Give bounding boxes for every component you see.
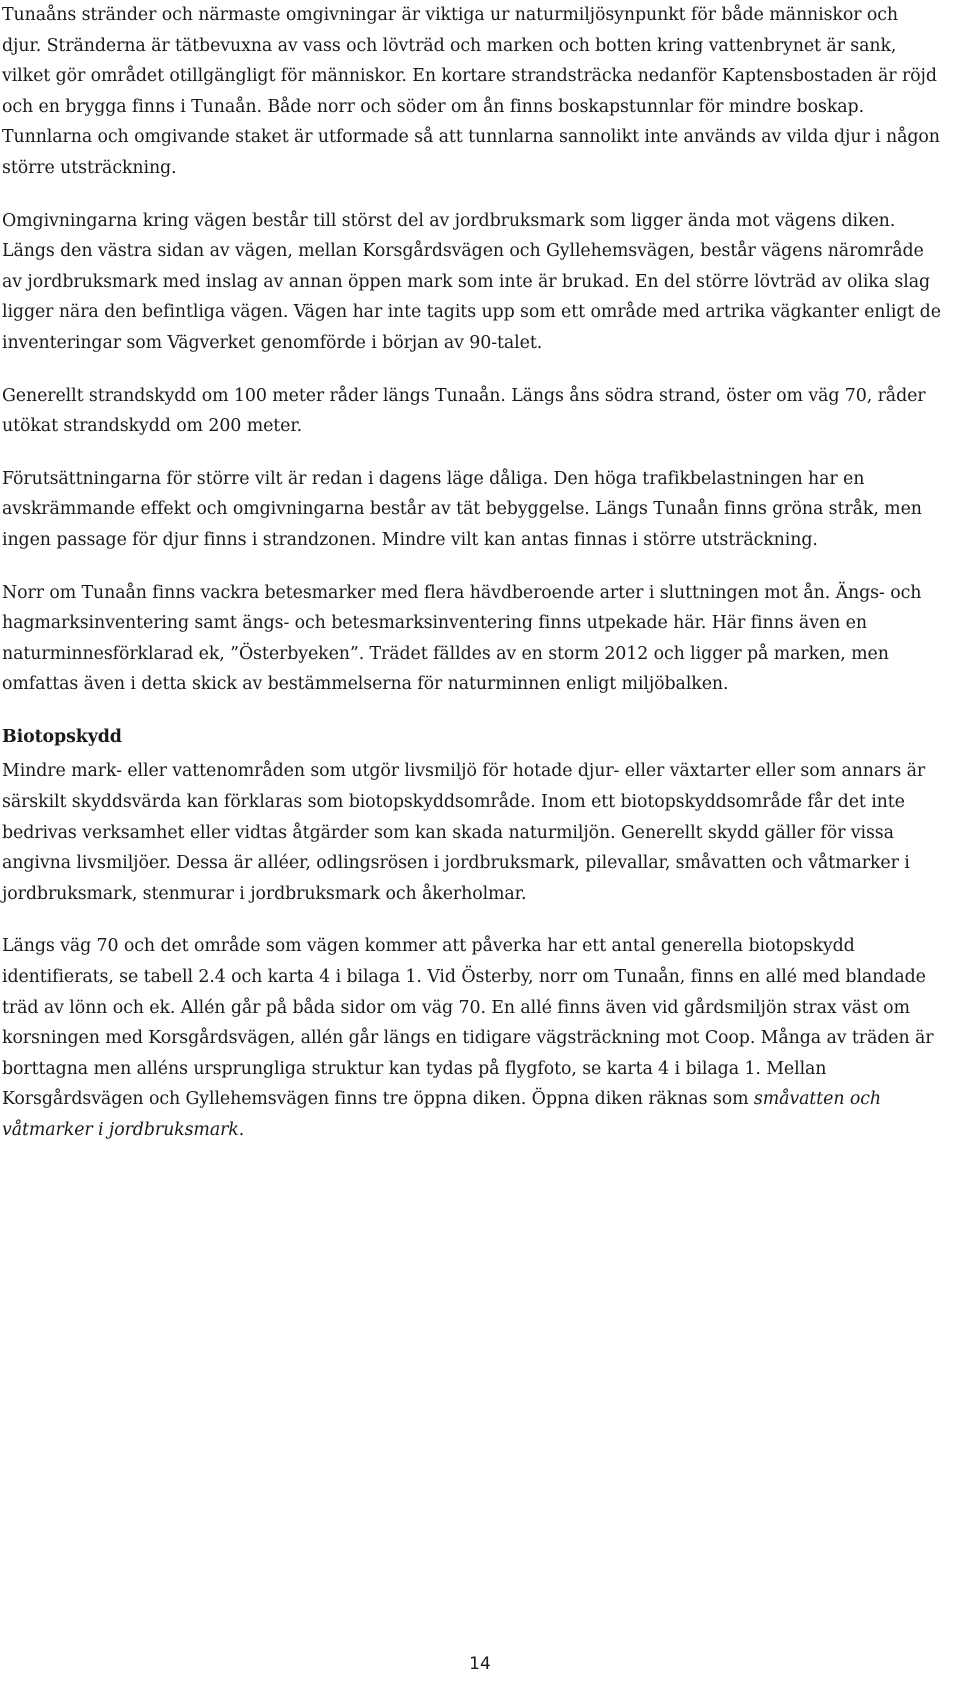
paragraph-wildlife-conditions: Förutsättningarna för större vilt är redan i dagens läge dåliga. Den höga trafikbelastningen har en avskrämmande effekt och omgivningarna består av tät bebyggelse. Längs Tunaån finns gröna stråk, men ingen passage för djur finns i strandzonen. Mindre vilt kan antas finnas i större utsträckning.	[2, 468, 922, 550]
paragraph-biotope-road70	[2, 931, 942, 1145]
section-heading-biotopskydd: Biotopskydd	[2, 726, 122, 747]
paragraph-biotope-definition: Mindre mark- eller vattenområden som utgör livsmiljö för hotade djur- eller växtarter eller som annars är särskilt skyddsvärda kan förklaras som biotopskyddsområde. Inom ett biotopskyddsområde får det inte bedrivas verksamhet eller vidtas åtgärder som kan skada naturmiljön. Generellt skydd gäller för vissa angivna livsmiljöer. Dessa är alléer, odlingsrösen i jordbruksmark, pilevallar, småvatten och våtmarker i jordbruksmark, stenmurar i jordbruksmark och åkerholmar.	[2, 761, 926, 904]
paragraph-biotope-road70-end: .	[238, 1120, 245, 1140]
paragraph-biotope-road70-text: Längs väg 70 och det område som vägen kommer att påverka har ett antal generella biotopskydd identifierats, se tabell 2.4 och karta 4 i bilaga 1. Vid Österby, norr om Tunaån, finns en allé med blandade träd av lönn och ek. Allén går på båda sidor om väg 70. En allé finns även vid gårdsmiljön strax väst om korsningen med Korsgårdsvägen, allén går längs en tidigare vägsträckning mot Coop. Många av träden är borttagna men alléns ursprungliga struktur kan tydas på flygfoto, se karta 4 i bilaga 1. Mellan Korsgårdsvägen och Gyllehemsvägen finns tre öppna diken. Öppna diken räknas som	[2, 936, 934, 1110]
paragraph-tunaan-shores: Tunaåns stränder och närmaste omgivningar är viktiga ur naturmiljösynpunkt för både människor och djur. Stränderna är tätbevuxna av vass och lövträd och marken och botten kring vattenbrynet är sank, vilket gör området otillgängligt för människor. En kortare strandsträcka nedanför Kaptensbostaden är röjd och en brygga finns i Tunaån. Både norr och söder om ån finns boskapstunnlar för mindre boskap. Tunnlarna och omgivande staket är utformade så att tunnlarna sannolikt inte används av vilda djur i någon större utsträckning.	[2, 5, 940, 178]
document-body	[2, 0, 942, 1168]
page-number: 14	[469, 1654, 491, 1674]
paragraph-shoreline-protection: Generellt strandskydd om 100 meter råder längs Tunaån. Längs åns södra strand, öster om väg 70, råder utökat strandskydd om 200 meter.	[2, 385, 926, 437]
paragraph-pastures-north: Norr om Tunaån finns vackra betesmarker med flera hävdberoende arter i sluttningen mot ån. Ängs- och hagmarksinventering samt ängs- och betesmarksinventering finns utpekade här. Här finns även en naturminnesförklarad ek, ”Österbyeken”. Trädet fälldes av en storm 2012 och ligger på marken, men omfattas även i detta skick av bestämmelserna för naturminnen enligt miljöbalken.	[2, 582, 922, 695]
paragraph-biotope-road70-italic: småvatten och våtmarker i jordbruksmark	[2, 1089, 881, 1140]
paragraph-road-surroundings: Omgivningarna kring vägen består till störst del av jordbruksmark som ligger ända mot vägens diken. Längs den västra sidan av vägen, mellan Korsgårdsvägen och Gyllehemsvägen, består vägens närområde av jordbruksmark med inslag av annan öppen mark som inte är brukad. En del större lövträd av olika slag ligger nära den befintliga vägen. Vägen har inte tagits upp som ett område med artrika vägkanter enligt de inventeringar som Vägverket genomförde i början av 90-talet.	[2, 210, 941, 353]
